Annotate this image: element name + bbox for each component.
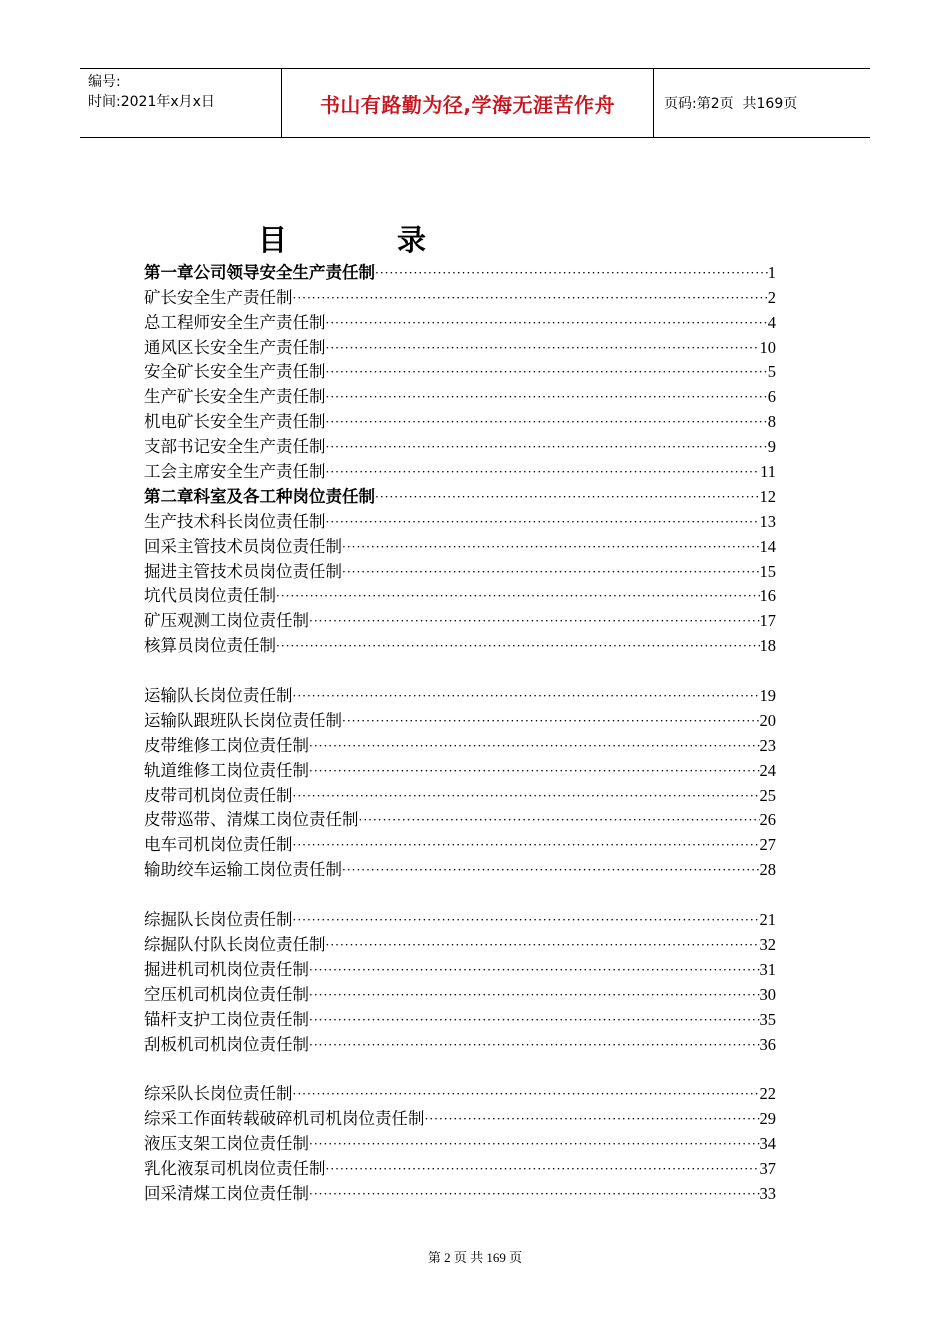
toc-entry-label: 第二章科室及各工种岗位责任制: [144, 486, 375, 506]
toc-entry-page: 6: [767, 387, 776, 407]
toc-leader-dots: [326, 934, 760, 956]
toc-entry[interactable]: [144, 1105, 776, 1130]
toc-leader-dots: [293, 834, 760, 856]
toc-entry[interactable]: [144, 458, 776, 483]
toc-entry-page: 37: [759, 1158, 776, 1178]
toc-entry[interactable]: [144, 433, 776, 458]
toc-leader-dots: [293, 785, 760, 807]
toc-title-char-2: 录: [397, 223, 427, 257]
toc-entry[interactable]: [144, 408, 776, 433]
toc-leader-dots: [276, 585, 760, 607]
toc-entry-label: 机电矿长安全生产责任制: [144, 412, 326, 432]
toc-entry-label: 核算员岗位责任制: [144, 636, 276, 656]
toc-entry-page: 12: [759, 486, 776, 506]
toc-leader-dots: [326, 511, 760, 533]
header-motto: 书山有路勤为径,学海无涯苦作舟: [319, 92, 616, 117]
toc-entry-label: 运输队跟班队长岗位责任制: [144, 710, 342, 730]
toc-entry-page: 32: [759, 934, 776, 954]
toc-entry-label: 生产技术科长岗位责任制: [144, 511, 326, 531]
toc-entry-label: 掘进机司机岗位责任制: [144, 959, 309, 979]
header-motto-cell: [282, 69, 654, 137]
toc-leader-dots: [326, 461, 761, 483]
toc-leader-dots: [309, 610, 760, 632]
toc-entry-page: 28: [759, 860, 776, 880]
toc-entry-label: 通风区长安全生产责任制: [144, 337, 326, 357]
toc-leader-dots: [326, 1158, 760, 1180]
toc-entry-label: 轨道维修工岗位责任制: [144, 760, 309, 780]
toc-entry[interactable]: [144, 856, 776, 881]
toc-entry-page: 18: [759, 636, 776, 656]
toc-entry-label: 生产矿长安全生产责任制: [144, 387, 326, 407]
toc-group-gap: [144, 657, 776, 682]
header-page-info: 页码:第2页 共169页: [664, 96, 798, 112]
toc-leader-dots: [326, 361, 768, 383]
toc-entry-label: 矿压观测工岗位责任制: [144, 611, 309, 631]
toc-entry-page: 17: [759, 611, 776, 631]
toc-entry-page: 34: [759, 1134, 776, 1154]
toc-leader-dots: [276, 635, 760, 657]
page-footer: 第 2 页 共 169 页: [427, 1250, 523, 1265]
toc-entry-label: 皮带司机岗位责任制: [144, 785, 293, 805]
toc-entry-page: 21: [759, 910, 776, 930]
toc-leader-dots: [326, 386, 768, 408]
toc-leader-dots: [309, 760, 760, 782]
toc-leader-dots: [375, 262, 768, 284]
toc-chapter-entry[interactable]: [144, 259, 776, 284]
toc-entry-page: 29: [759, 1109, 776, 1129]
toc-entry-page: 2: [767, 287, 776, 307]
toc-entry[interactable]: [144, 707, 776, 732]
toc-entry[interactable]: [144, 533, 776, 558]
toc-entry-page: 31: [759, 959, 776, 979]
toc-leader-dots: [326, 337, 760, 359]
toc-entry-page: 26: [759, 810, 776, 830]
toc-leader-dots: [309, 984, 760, 1006]
toc-entry[interactable]: [144, 607, 776, 632]
toc-entry-page: 16: [759, 586, 776, 606]
toc-entry[interactable]: [144, 981, 776, 1006]
toc-leader-dots: [309, 959, 760, 981]
toc-entry-label: 第一章公司领导安全生产责任制: [144, 262, 375, 282]
toc-entry-page: 10: [759, 337, 776, 357]
toc-entry-page: 14: [759, 536, 776, 556]
toc-entry[interactable]: [144, 1080, 776, 1105]
toc-entry-label: 液压支架工岗位责任制: [144, 1134, 309, 1154]
toc-entry[interactable]: [144, 906, 776, 931]
toc-leader-dots: [293, 1083, 760, 1105]
toc-entry-page: 4: [767, 312, 776, 332]
toc-entry-page: 36: [759, 1034, 776, 1054]
toc-entry[interactable]: [144, 682, 776, 707]
toc-group-gap: [144, 881, 776, 906]
toc-entry-page: 33: [759, 1183, 776, 1203]
toc-entry-label: 安全矿长安全生产责任制: [144, 362, 326, 382]
toc-title: [258, 218, 426, 259]
toc-entry-label: 坑代员岗位责任制: [144, 586, 276, 606]
toc-leader-dots: [309, 1133, 760, 1155]
toc-entry-page: 20: [759, 710, 776, 730]
toc-leader-dots: [309, 1034, 760, 1056]
table-of-contents: [144, 259, 776, 1205]
toc-entry[interactable]: [144, 931, 776, 956]
toc-entry[interactable]: [144, 1180, 776, 1205]
toc-title-char-1: 目: [258, 223, 288, 257]
toc-group-gap: [144, 1056, 776, 1081]
toc-entry-label: 乳化液泵司机岗位责任制: [144, 1158, 326, 1178]
toc-leader-dots: [425, 1108, 760, 1130]
toc-leader-dots: [293, 685, 760, 707]
toc-leader-dots: [326, 411, 768, 433]
toc-entry-label: 掘进主管技术员岗位责任制: [144, 561, 342, 581]
header-info-cell: [80, 69, 282, 137]
toc-entry-page: 35: [759, 1009, 776, 1029]
toc-entry[interactable]: [144, 359, 776, 384]
document-number-label: 编号:: [88, 74, 121, 90]
toc-entry[interactable]: [144, 383, 776, 408]
toc-entry[interactable]: [144, 1031, 776, 1056]
toc-entry-page: 13: [759, 511, 776, 531]
toc-entry-label: 输助绞车运输工岗位责任制: [144, 860, 342, 880]
toc-leader-dots: [342, 536, 760, 558]
toc-chapter-entry[interactable]: [144, 483, 776, 508]
toc-entry-label: 综掘队付队长岗位责任制: [144, 934, 326, 954]
toc-entry-label: 综采工作面转载破碎机司机岗位责任制: [144, 1109, 425, 1129]
toc-entry[interactable]: [144, 782, 776, 807]
toc-entry-label: 锚杆支护工岗位责任制: [144, 1009, 309, 1029]
toc-leader-dots: [309, 1183, 760, 1205]
toc-leader-dots: [293, 287, 768, 309]
toc-entry[interactable]: [144, 309, 776, 334]
toc-entry-page: 9: [767, 437, 776, 457]
toc-entry[interactable]: [144, 732, 776, 757]
toc-leader-dots: [309, 735, 760, 757]
toc-leader-dots: [342, 561, 760, 583]
toc-entry-page: 8: [767, 412, 776, 432]
toc-entry-label: 空压机司机岗位责任制: [144, 984, 309, 1004]
toc-leader-dots: [342, 710, 760, 732]
toc-entry[interactable]: [144, 558, 776, 583]
toc-entry-label: 刮板机司机岗位责任制: [144, 1034, 309, 1054]
toc-leader-dots: [359, 809, 760, 831]
toc-entry-label: 支部书记安全生产责任制: [144, 437, 326, 457]
toc-leader-dots: [309, 1009, 760, 1031]
toc-entry-label: 工会主席安全生产责任制: [144, 462, 326, 482]
page-header: [80, 68, 870, 138]
toc-leader-dots: [375, 486, 760, 508]
toc-entry-label: 总工程师安全生产责任制: [144, 312, 326, 332]
toc-leader-dots: [326, 312, 768, 334]
toc-entry[interactable]: [144, 1130, 776, 1155]
toc-entry-label: 综采队长岗位责任制: [144, 1084, 293, 1104]
toc-entry[interactable]: [144, 632, 776, 657]
toc-entry-page: 15: [759, 561, 776, 581]
toc-entry[interactable]: [144, 831, 776, 856]
toc-entry[interactable]: [144, 334, 776, 359]
toc-entry-page: 23: [759, 735, 776, 755]
toc-entry-page: 5: [767, 362, 776, 382]
toc-entry-label: 综掘队长岗位责任制: [144, 910, 293, 930]
header-page-cell: [654, 69, 870, 137]
toc-entry[interactable]: [144, 583, 776, 608]
toc-entry-page: 1: [767, 262, 776, 282]
toc-entry[interactable]: [144, 757, 776, 782]
toc-entry[interactable]: [144, 807, 776, 832]
toc-entry-label: 回采清煤工岗位责任制: [144, 1183, 309, 1203]
toc-entry[interactable]: [144, 508, 776, 533]
toc-entry[interactable]: [144, 284, 776, 309]
toc-entry[interactable]: [144, 1006, 776, 1031]
toc-entry-label: 电车司机岗位责任制: [144, 835, 293, 855]
toc-entry-page: 25: [759, 785, 776, 805]
toc-entry-page: 30: [759, 984, 776, 1004]
toc-entry-page: 27: [759, 835, 776, 855]
toc-entry-page: 11: [760, 462, 776, 482]
toc-entry[interactable]: [144, 1155, 776, 1180]
toc-entry-label: 皮带巡带、清煤工岗位责任制: [144, 810, 359, 830]
toc-leader-dots: [326, 436, 768, 458]
toc-leader-dots: [293, 909, 760, 931]
toc-entry-label: 矿长安全生产责任制: [144, 287, 293, 307]
toc-entry-page: 24: [759, 760, 776, 780]
toc-entry-label: 皮带维修工岗位责任制: [144, 735, 309, 755]
toc-entry[interactable]: [144, 956, 776, 981]
toc-entry-page: 22: [759, 1084, 776, 1104]
toc-entry-page: 19: [759, 686, 776, 706]
document-time-label: 时间:2021年x月x日: [88, 94, 215, 110]
toc-entry-label: 运输队长岗位责任制: [144, 686, 293, 706]
toc-entry-label: 回采主管技术员岗位责任制: [144, 536, 342, 556]
toc-leader-dots: [342, 859, 760, 881]
